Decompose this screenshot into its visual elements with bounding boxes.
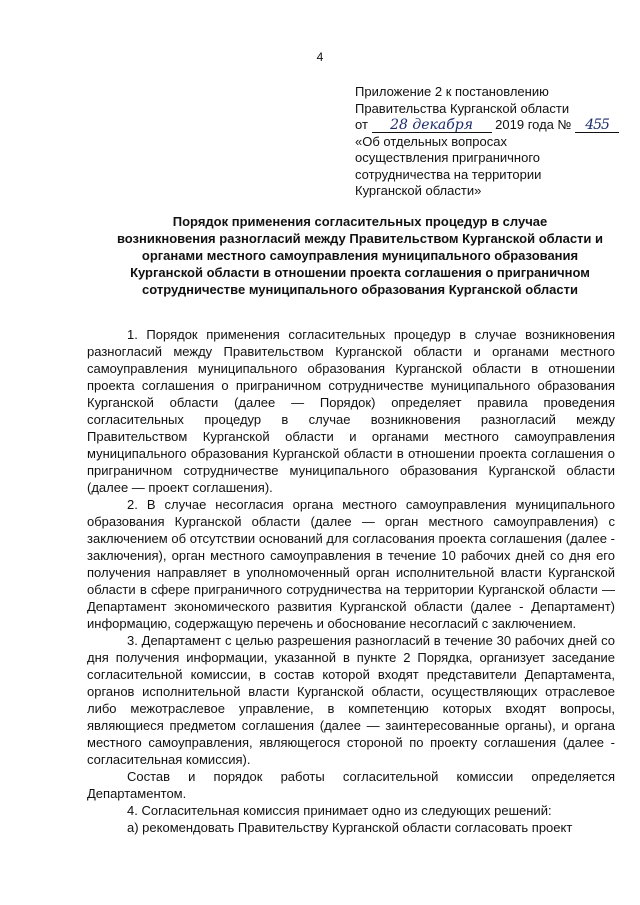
- appendix-line-1: Приложение 2 к постановлению: [355, 84, 549, 99]
- appendix-line-2: Правительства Курганской области: [355, 100, 570, 116]
- paragraph-3: 3. Департамент с целью разрешения разногласий в течение 30 рабочих дней со дня получения информации, указанной в пункте 2 Порядка, организует заседание согласительной комиссии, в состав которой входят представители Департамента, органов исполнительной власти Курганской области, осуществляющих отраслевое либо межотраслевое управление, в компетенцию которых входят вопросы, являющиеся предметом соглашения (далее — заинтересованные органы), и органа местного самоуправления, являющегося стороной по проекту соглашения (далее - согласительная комиссия).: [87, 633, 615, 767]
- paragraph-2: 2. В случае несогласия органа местного самоуправления муниципального образования Курганской области (далее — орган местного самоуправления) с заключением об отсутствии оснований для согласования проекта соглашения (далее - заключения), орган местного самоуправления в течение 10 рабочих дней со дня его получения направляет в уполномоченный орган исполнительной власти Курганской области в сфере приграничного сотрудничества на территории Курганской области — Департамент экономического развития Курганской области (далее - Департамент) информацию, содержащую перечень и обоснование несогласий с заключением.: [87, 497, 615, 631]
- title-line: сотрудничестве муниципального образования Курганской области: [141, 282, 578, 297]
- document-title: [80, 213, 640, 298]
- title-line: возникновения разногласий между Правительством Курганской области и: [116, 231, 604, 246]
- handwritten-date: 28 декабря: [372, 118, 492, 133]
- date-suffix: 2019 года №: [495, 117, 572, 132]
- paragraph-4a: а) рекомендовать Правительству Курганской области согласовать проект: [127, 820, 573, 835]
- appendix-line-4: «Об отдельных вопросах: [355, 133, 507, 149]
- page-number: 4: [316, 50, 324, 64]
- appendix-line-7: Курганской области»: [355, 183, 482, 198]
- handwritten-number: 455: [575, 118, 619, 133]
- document-body: [87, 326, 615, 836]
- appendix-block: [355, 84, 625, 200]
- paragraph-1: 1. Порядок применения согласительных процедур в случае возникновения разногласий между Правительством Курганской области и органами местного самоуправления муниципального образования Курганской области в отношении проекта соглашения о приграничном сотрудничестве муниципального образования Курганской области (далее — Порядок) определяет правила проведения согласительных процедур в случае возникновения разногласий между Правительством Курганской области и органами местного самоуправления муниципального образования Курганской области в отношении проекта соглашения о приграничном сотрудничестве муниципального образования Курганской области (далее — проект соглашения).: [87, 327, 615, 495]
- paragraph-4: 4. Согласительная комиссия принимает одно из следующих решений:: [127, 803, 552, 818]
- appendix-line-5: осуществления приграничного: [355, 150, 541, 165]
- title-line: Порядок применения согласительных процедур в случае: [172, 214, 548, 229]
- paragraph-3-note: Состав и порядок работы согласительной комиссии определяется Департаментом.: [87, 769, 615, 801]
- title-line: органами местного самоуправления муниципального образования: [141, 248, 579, 263]
- date-prefix: от: [355, 117, 368, 132]
- appendix-line-6: сотрудничества на территории: [355, 166, 542, 182]
- title-line: Курганской области в отношении проекта соглашения о приграничном: [130, 265, 590, 280]
- appendix-date-line: [355, 117, 625, 134]
